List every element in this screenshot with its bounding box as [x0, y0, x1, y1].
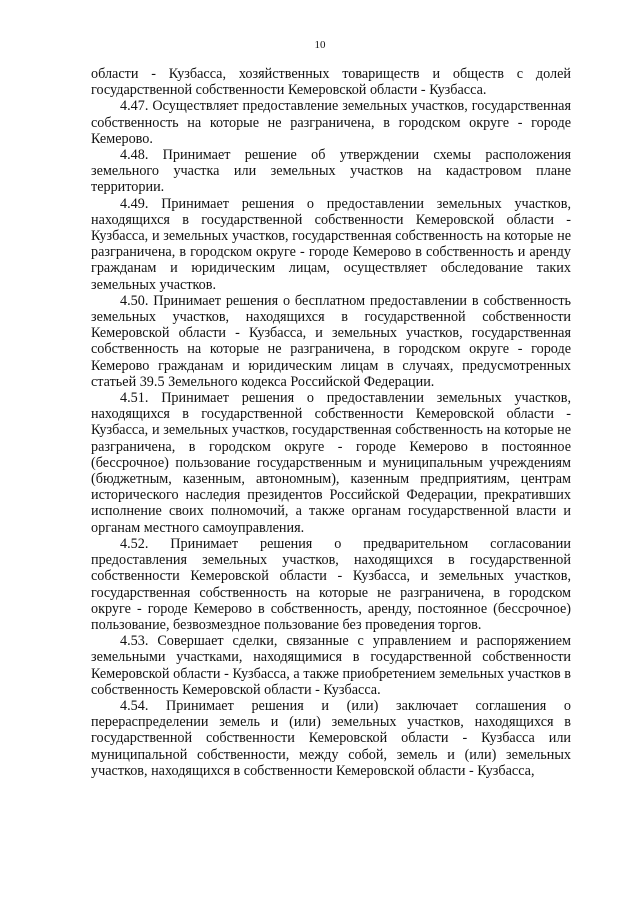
page-number: 10: [314, 39, 326, 51]
paragraph-4-50: [91, 293, 571, 390]
paragraph-number: 4.49.: [120, 195, 149, 212]
paragraph-text: Осуществляет предоставление земельных участков, государственная собственность на которые не разграничена, в городском округе - городе Кемерово.: [91, 98, 572, 147]
paragraph-text: Принимает решение об утверждении схемы расположения земельного участка или земельных участков на кадастровом плане территории.: [91, 147, 571, 196]
paragraph-number: 4.54.: [120, 697, 149, 714]
paragraph-text: Принимает решения и (или) заключает соглашения о перераспределении земель и (или) земельных участков, находящихся в государственной собственности Кемеровской области - Кузбасса или муниципальной собственности, между собой, земель и (или) земельных участков, находящихся в собственности Кемеровской области - Кузбасса,: [91, 697, 571, 779]
paragraph-number: 4.50.: [120, 292, 149, 309]
paragraph-number: 4.48.: [120, 147, 149, 164]
paragraph-text: Принимает решения о предоставлении земельных участков, находящихся в государственной собственности Кемеровской области - Кузбасса, и земельных участков, государственная собственность на которые не разграничена, в городском округе - городе Кемерово в постоянное (бессрочное) пользование государственным и муниципальным учреждениям (бюджетным, казенным, автономным), казенным предприятиям, центрам исторического наследия президентов Российской Федерации, прекративших исполнение своих полномочий, а также органам государственной власти и органам местного самоуправления.: [91, 390, 571, 536]
paragraph-4-48: [91, 147, 571, 196]
paragraph-4-53: [91, 633, 571, 698]
paragraph-text: Принимает решения о предоставлении земельных участков, находящихся в государственной собственности Кемеровской области - Кузбасса, и земельных участков, государственная собственность на которые не разграничена, в городском округе - городе Кемерово в собственность и аренду гражданам и юридическим лицам, осуществляет обследование таких земельных участков.: [91, 195, 571, 293]
paragraph-text: Принимает решения о предварительном согласовании предоставления земельных участков, находящихся в государственной собственности Кемеровской области - Кузбасса, и земельных участков, государственная собственность на которые не разграничена, в городском округе - городе Кемерово в собственность, аренду, постоянное (бессрочное) пользование, безвозмездное пользование без проведения торгов.: [91, 535, 571, 633]
paragraph-4-49: [91, 196, 571, 293]
paragraph-4-54: [91, 698, 571, 779]
paragraph-number: 4.47.: [120, 98, 149, 115]
paragraph-continuation: [91, 66, 571, 98]
paragraph-4-47: [91, 98, 571, 147]
paragraph-text: Совершает сделки, связанные с управлением и распоряжением земельными участками, находящимися в государственной собственности Кемеровской области - Кузбасса, а также приобретением земельных участков в собственность Кемеровской области - Кузбасса.: [91, 633, 572, 698]
paragraph-4-52: [91, 536, 571, 633]
document-body: [91, 66, 571, 779]
paragraph-number: 4.53.: [120, 633, 149, 650]
paragraph-number: 4.51.: [120, 390, 149, 407]
paragraph-4-51: [91, 390, 571, 536]
paragraph-text: области - Кузбасса, хозяйственных товариществ и обществ с долей государственной собственности Кемеровской области - Кузбасса.: [91, 66, 571, 99]
paragraph-text: Принимает решения о бесплатном предоставлении в собственность земельных участков, находящихся в государственной собственности Кемеровской области - Кузбасса, и земельных участков, государственная собственность на которые не разграничена, в городском округе - городе Кемерово гражданам и юридическим лицам в случаях, предусмотренных статьей 39.5 Земельного кодекса Российской Федерации.: [91, 292, 571, 390]
paragraph-number: 4.52.: [120, 535, 149, 552]
